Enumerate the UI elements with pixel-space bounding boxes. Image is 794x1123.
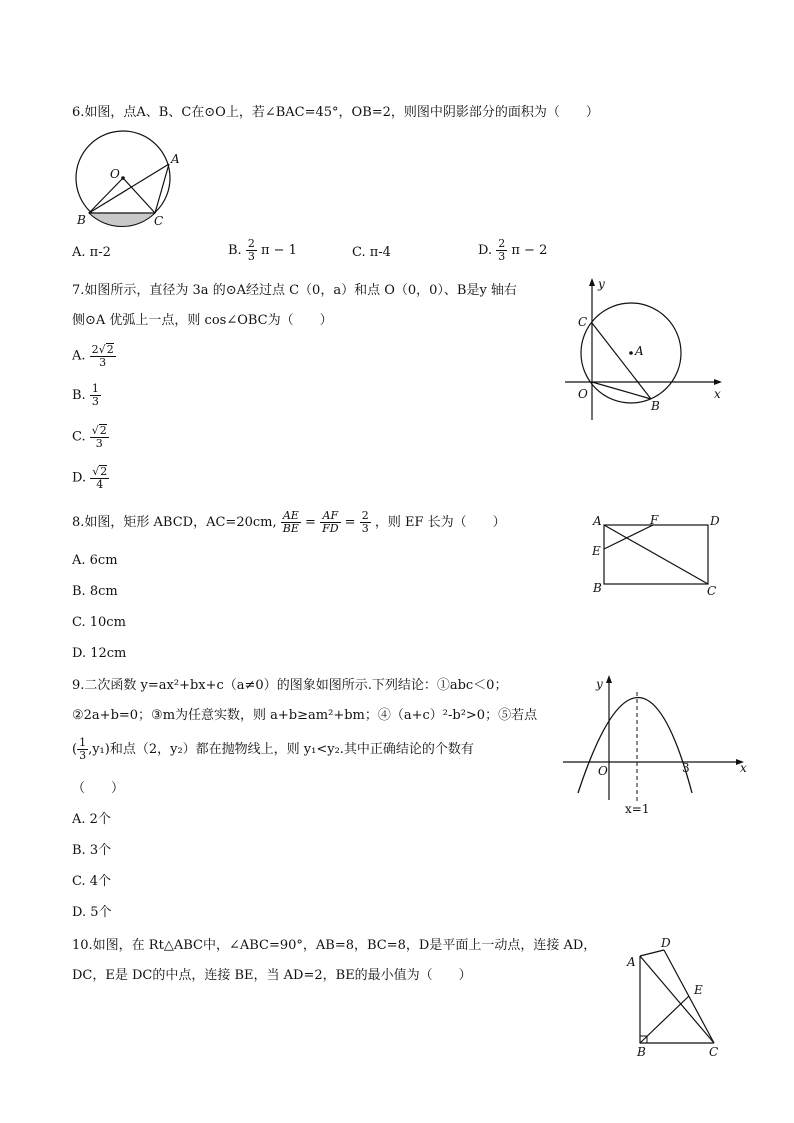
- q9-figure: [558, 672, 758, 822]
- q6-choice-c: C. π-4: [352, 245, 391, 260]
- q6-choice-b-prefix: B.: [228, 243, 242, 259]
- q6-choice-b-fraction: $\frac{2}{3}$: [247, 237, 255, 264]
- q9-choice-d: D. 5个: [72, 905, 112, 920]
- q8-label-a: A: [593, 514, 602, 528]
- q7-label-o: O: [578, 387, 588, 401]
- q10-figure: [622, 936, 732, 1061]
- q9-label-x: x: [740, 761, 747, 775]
- q6-stem: 6.如图，点A、B、C在⊙O上，若∠BAC=45°，OB=2，则图中阴影部分的面积为（ ）: [72, 105, 599, 120]
- q7-choice-b-fraction: $\frac{1}{3}$: [91, 382, 99, 409]
- q6-figure: [68, 138, 188, 228]
- q6-choice-d: [478, 238, 547, 263]
- q9-line2: ②2a+b=0；③m为任意实数，则 a+b≥am²+bm；④（a+c）²-b²>0；⑤若点: [72, 708, 538, 723]
- q10-label-c: C: [709, 1045, 719, 1059]
- q6-label-b: B: [77, 213, 86, 227]
- q7-choice-b: B. $\frac{1}{3}$: [72, 382, 99, 409]
- q8-label-e: E: [592, 544, 601, 558]
- q8-fraction-two-thirds: $\frac{2}{3}$: [361, 509, 369, 536]
- q6-choice-d-fraction: $\frac{2}{3}$: [498, 237, 506, 264]
- q10-line1: 10.如图，在 Rt△ABC中，∠ABC=90°，AB=8，BC=8，D是平面上一动点，连接 AD，: [72, 938, 597, 953]
- q7-label-x: x: [714, 387, 721, 401]
- q7-figure: [560, 278, 730, 428]
- q8-label-b: B: [593, 581, 602, 595]
- q7-choice-d: D. $\frac{√2}{4}$: [72, 465, 108, 492]
- q8-label-c: C: [707, 584, 717, 598]
- q7-label-c: C: [578, 315, 588, 329]
- q7-choice-c: C. $\frac{√2}{3}$: [72, 424, 107, 451]
- q10-label-a: A: [627, 955, 636, 969]
- q7-label-b: B: [651, 399, 660, 413]
- q9-line3: ( $\frac{1}{3}$ ,y₁)和点（2，y₂）都在抛物线上，则 y₁<y₂.其中正确结论的个数有: [72, 736, 474, 763]
- q9-choice-c: C. 4个: [72, 874, 112, 889]
- q7-stem-line2: 侧⊙A 优弧上一点，则 cos∠OBC为（ ）: [72, 313, 333, 328]
- q6-choice-d-prefix: D.: [478, 243, 493, 259]
- q9-parabola: [578, 698, 692, 794]
- q8-choice-b: B. 8cm: [72, 584, 118, 599]
- q8-label-d: D: [710, 514, 720, 528]
- q9-line4: （ ）: [72, 781, 125, 796]
- q8-stem: 8.如图，矩形 ABCD，AC=20cm, $\frac{AE}{BE}$ = $\frac{AF}{FD}$ = $\frac{2}{3}$ ，则 EF 长为（ ）: [72, 509, 506, 536]
- q9-label-axis: x=1: [625, 802, 650, 816]
- q8-label-f: F: [650, 513, 659, 527]
- q7-choice-a: A. $\frac{2√2}{3}$: [72, 343, 114, 370]
- q8-choice-a: A. 6cm: [72, 553, 118, 568]
- q8-figure: [590, 510, 730, 600]
- q9-label-o: O: [598, 764, 608, 778]
- q7-label-y: y: [598, 277, 605, 291]
- q9-line3-rest: ,y₁)和点（2，y₂）都在抛物线上，则 y₁<y₂.其中正确结论的个数有: [88, 742, 474, 758]
- q6-choice-b-suffix: π − 1: [260, 243, 297, 259]
- q6-shaded-segment: [89, 213, 155, 227]
- q7-stem-line1: 7.如图所示，直径为 3a 的⊙A经过点 C（0，a）和点 O（0，0）、B是y 轴右: [72, 283, 517, 298]
- q7-label-a: A: [635, 344, 644, 358]
- q8-stem-suffix: ，则 EF 长为（ ）: [374, 515, 506, 531]
- q6-label-c: C: [154, 214, 164, 228]
- q8-fraction-ae-be: $\frac{AE}{BE}$: [282, 509, 299, 536]
- q6-label-o: O: [110, 167, 120, 181]
- q6-choice-b: [228, 238, 297, 263]
- q10-label-d: D: [661, 936, 671, 950]
- q9-choice-b: B. 3个: [72, 843, 112, 858]
- q8-fraction-af-fd: $\frac{AF}{FD}$: [322, 509, 339, 536]
- q7-choice-d-fraction: $\frac{√2}{4}$: [92, 465, 108, 492]
- q6-choice-a: A. π-2: [72, 245, 111, 260]
- q8-stem-prefix: 8.如图，矩形 ABCD，AC=20cm,: [72, 515, 277, 531]
- q9-label-y: y: [596, 677, 603, 691]
- q7-choice-c-fraction: $\frac{√2}{3}$: [91, 424, 107, 451]
- q10-label-e: E: [694, 983, 703, 997]
- q9-line1: 9.二次函数 y=ax²+bx+c（a≠0）的图象如图所示.下列结论：①abc＜0；: [72, 678, 508, 693]
- q6-choice-d-suffix: π − 2: [511, 243, 548, 259]
- q6-label-a: A: [171, 152, 180, 166]
- q10-label-b: B: [637, 1045, 646, 1059]
- q8-choice-d: D. 12cm: [72, 646, 127, 661]
- q8-choice-c: C. 10cm: [72, 615, 126, 630]
- q7-choice-a-fraction: $\frac{2√2}{3}$: [91, 343, 114, 370]
- q9-choice-a: A. 2个: [72, 812, 111, 827]
- q10-line2: DC，E是 DC的中点，连接 BE，当 AD=2，BE的最小值为（ ）: [72, 968, 472, 983]
- q9-fraction-one-third: $\frac{1}{3}$: [79, 736, 87, 763]
- q9-label-three: 3: [682, 761, 690, 775]
